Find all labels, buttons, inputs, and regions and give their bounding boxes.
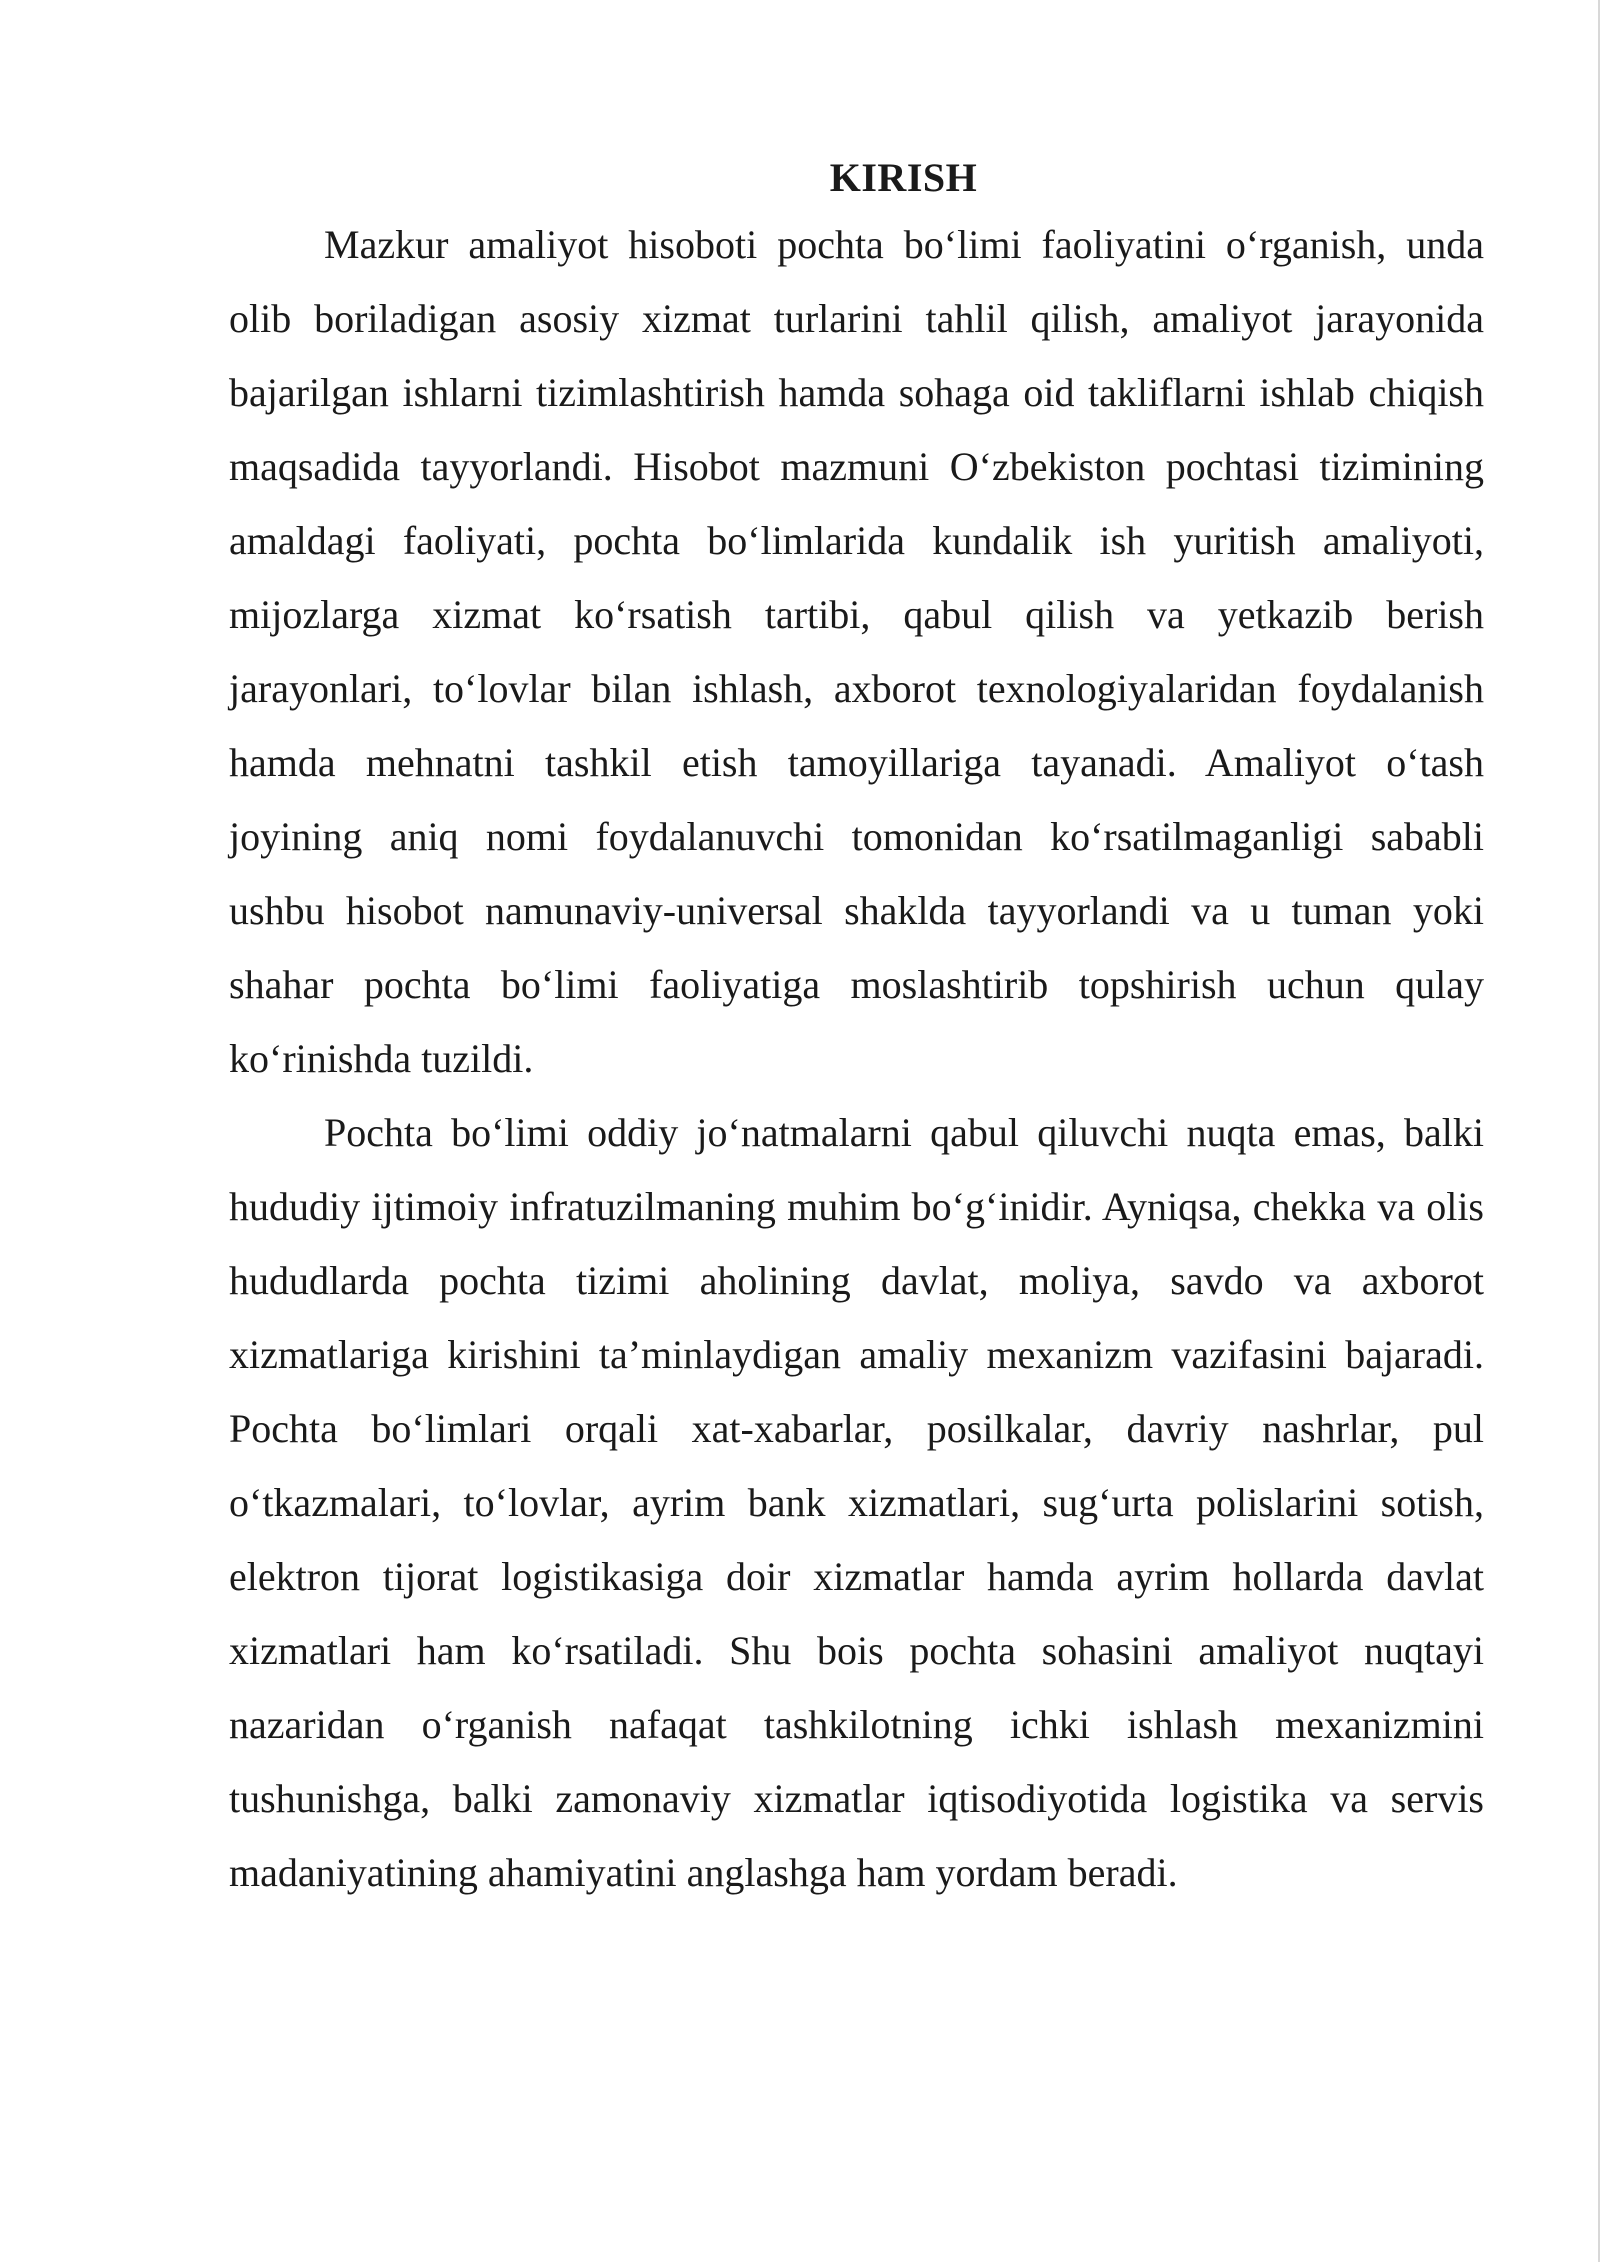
paragraph-intro: Mazkur amaliyot hisoboti pochta bo‘limi faoliyatini o‘rganish, unda olib boriladigan asosiy xizmat turlarini tahlil qilish, amaliyot jarayonida bajarilgan ishlarni tizimlashtirish hamda sohaga oid takliflarni ishlab chiqish maqsadida tayyorlandi. Hisobot mazmuni O‘zbekiston pochtasi tizimining amaldagi faoliyati, pochta bo‘limlarida kundalik ish yuritish amaliyoti, mijozlarga xizmat ko‘rsatish tartibi, qabul qilish va yetkazib berish jarayonlari, to‘lovlar bilan ishlash, axborot texnologiyalaridan foydalanish hamda mehnatni tashkil etish tamoyillariga tayanadi. Amaliyot o‘tash joyining aniq nomi foydalanuvchi tomonidan ko‘rsatilmaganligi sababli ushbu hisobot namunaviy-universal shaklda tayyorlandi va u tuman yoki shahar pochta bo‘limi faoliyatiga moslashtirib topshirish uchun qulay ko‘rinishda tuzildi. (229, 222, 1484, 1081)
paragraph-post-office-role: Pochta bo‘limi oddiy jo‘natmalarni qabul qiluvchi nuqta emas, balki hududiy ijtimoiy infratuzilmaning muhim bo‘g‘inidir. Ayniqsa, chekka va olis hududlarda pochta tizimi aholining davlat, moliya, savdo va axborot xizmatlariga kirishini ta’minlaydigan amaliy mexanizm vazifasini bajaradi. Pochta bo‘limlari orqali xat-xabarlar, posilkalar, davriy nashrlar, pul o‘tkazmalari, to‘lovlar, ayrim bank xizmatlari, sug‘urta polislarini sotish, elektron tijorat logistikasiga doir xizmatlar hamda ayrim hollarda davlat xizmatlari ham ko‘rsatiladi. Shu bois pochta sohasini amaliyot nuqtayi nazaridan o‘rganish nafaqat tashkilotning ichki ishlash mexanizmini tushunishga, balki zamonaviy xizmatlar iqtisodiyotida logistika va servis madaniyatining ahamiyatini anglashga ham yordam beradi. (229, 1110, 1484, 1895)
document-body (229, 148, 1484, 1910)
section-title: KIRISH (829, 155, 978, 200)
